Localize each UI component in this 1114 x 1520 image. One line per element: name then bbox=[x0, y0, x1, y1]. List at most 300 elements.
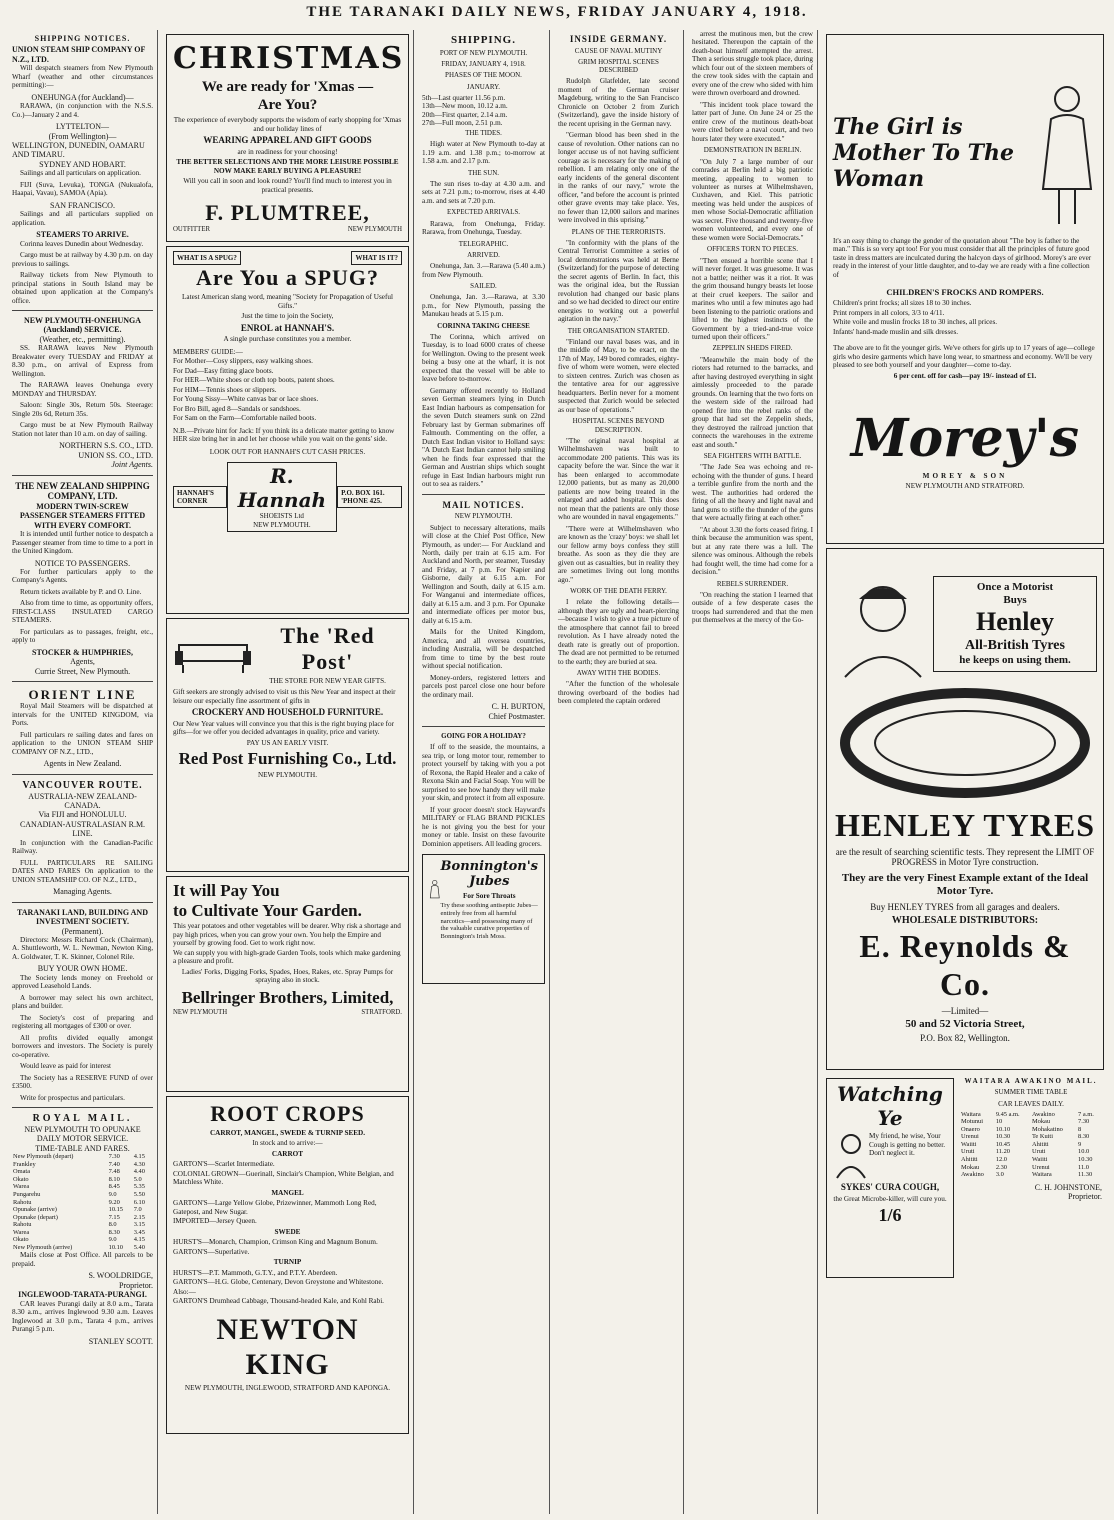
paragraph: In conjunction with the Canadian-Pacific Railway. bbox=[12, 838, 153, 856]
ad-headline: We are ready for 'Xmas — bbox=[201, 79, 374, 95]
table-cell: 8.30 bbox=[1078, 1133, 1090, 1141]
paragraph: The Corinna, which arrived on Tuesday, is to load 6000 crates of cheese for Wellington. Owing to the present week being a busy one at the wharf, it is not expected that the vessel will be able to leave before to-morrow. bbox=[422, 332, 545, 384]
henley-logo: Henley bbox=[976, 606, 1054, 636]
ad-text: They are the very Finest Example extant of the Ideal Motor Tyre. bbox=[841, 871, 1089, 897]
ad-text: GARTON'S—H.G. Globe, Centenary, Devon Greystone and Whitestone. bbox=[173, 1278, 384, 1287]
ad-headline: to Cultivate Your Garden. bbox=[173, 901, 362, 921]
ad-text: Children's print frocks; all sizes 18 to 30 inches. bbox=[833, 299, 972, 308]
ad-text: NEW PLYMOUTH AND STRATFORD. bbox=[905, 482, 1025, 491]
table-row bbox=[960, 1126, 1102, 1134]
table-cell: Onaero bbox=[961, 1125, 980, 1133]
table-cell: 8.10 bbox=[108, 1175, 120, 1183]
paragraph: Cargo must be at railway by 4.30 p.m. on day previous to sailings. bbox=[12, 251, 153, 268]
subheading: CAUSE OF NAVAL MUTINY bbox=[574, 46, 663, 55]
ad-text: WEARING APPAREL AND GIFT GOODS bbox=[203, 135, 372, 146]
table-cell: 3.0 bbox=[995, 1171, 1004, 1179]
paragraph: Rarawa, from Onehunga, Friday. Rarawa, from Onehunga, Tuesday. bbox=[422, 219, 545, 237]
ad-headline: Watching Ye bbox=[837, 1082, 943, 1130]
subheading: MODERN TWIN-SCREW PASSENGER STEAMERS FITTED WITH EVERY COMFORT. bbox=[19, 501, 146, 530]
ad-text: Latest American slang word, meaning "Society for Propagation of Useful Gifts." bbox=[182, 293, 393, 310]
ad-text: The above are to fit the younger girls. We've others for girls up to 17 years of age—college girls who desire garments which have long wear, to smartness and economy. We'll be very pleased to see both yourself and your daughter—come to-day. bbox=[833, 344, 1095, 370]
table-cell: 7.0 bbox=[133, 1206, 142, 1214]
subheading: AUSTRALIA-NEW ZEALAND-CANADA. bbox=[28, 791, 137, 811]
divider bbox=[422, 726, 545, 727]
table-row bbox=[12, 1236, 153, 1244]
table-cell: Pungarehu bbox=[13, 1190, 41, 1198]
paragraph: FULL PARTICULARS RE SAILING DATES AND FARES On application to the UNION STEAMSHIP CO. OF N.Z., LTD., bbox=[12, 858, 153, 884]
proprietor: STANLEY SCOTT. bbox=[88, 1336, 153, 1346]
hannah-contact: P.O. BOX 161. 'PHONE 425. bbox=[337, 486, 402, 509]
ad-text: SHOEISTS Ltd bbox=[259, 512, 304, 521]
table-cell: 11.0 bbox=[1078, 1163, 1089, 1171]
table-row bbox=[12, 1199, 153, 1207]
table-cell: 3.45 bbox=[133, 1228, 145, 1236]
ad-text: THE BETTER SELECTIONS AND THE MORE LEISURE POSSIBLE NOW MAKE EARLY BUYING A PLEASURE! bbox=[176, 158, 399, 175]
ad-text: NEW PLYMOUTH. bbox=[257, 771, 318, 780]
table-cell: 12.0 bbox=[995, 1156, 1007, 1164]
paragraph: Cargo must be at New Plymouth Railway Station not later than 10 a.m. on day of sailing. bbox=[12, 421, 153, 438]
paragraph: FIJI (Suva, Levuka), TONGA (Nukualofa, Haapai, Vavau), SAMOA (Apia). bbox=[12, 180, 153, 198]
paragraph: SS. RARAWA leaves New Plymouth Breakwater every TUESDAY and FRIDAY at 8.30 p.m., on arrival of Express from Wellington. bbox=[12, 344, 153, 378]
ad-text: TURNIP bbox=[273, 1258, 302, 1267]
route: (From Wellington)— bbox=[48, 131, 117, 141]
newton-king-name: NEWTON KING bbox=[216, 1312, 359, 1382]
ad-text: Gift seekers are strongly advised to visit us this New Year and inspect at their leisure our especially fine assortment of gifts in bbox=[173, 688, 396, 705]
paragraph: "This incident took place toward the latter part of June. On June 24 or 25 the entire crew of the mutinous death-boat were cited before a naval court, and two hours later they were executed." bbox=[692, 100, 813, 143]
orient-line-title: ORIENT LINE bbox=[28, 687, 137, 703]
ad-text: CHILDREN'S FROCKS AND ROMPERS. bbox=[886, 287, 1044, 298]
table-cell: 10.30 bbox=[995, 1133, 1011, 1141]
table-cell: 2.30 bbox=[995, 1163, 1007, 1171]
subheading: BUY YOUR OWN HOME. bbox=[37, 964, 128, 974]
subheading: EXPECTED ARRIVALS. bbox=[447, 208, 520, 217]
table-cell: Uruti bbox=[1031, 1148, 1046, 1156]
subheading: ARRIVED. bbox=[467, 250, 500, 259]
ad-text: he keeps on using them. bbox=[959, 654, 1071, 667]
paragraph: "At about 3.30 the forts ceased firing. I think because the ammunition was spent, but at any rate there was a lull. The silence was ominous. Although the rebels had fought well, the time had come for a decision." bbox=[692, 525, 813, 577]
list-item: For HIM—Tennis shoes or slippers. bbox=[173, 385, 277, 394]
ad-text: HURST'S—P.T. Mammoth, G.T.Y., and P.T.Y. Aberdeen. bbox=[173, 1268, 338, 1277]
ad-text: Once a Motorist bbox=[976, 580, 1054, 593]
bellringer-ad bbox=[166, 876, 409, 1092]
paragraph: "The original naval hospital at Wilhelmshaven was built to accommodate 200 patients. This was its capacity before the war. Since the war it has been enlarged to accommodate 12,000 patients, but as many as 20,000 patients are now being treated in the enlarged and added hospital. This does not mean that the patients are only those who are wounded in naval engagements." bbox=[558, 436, 679, 522]
subheading: INGLEWOOD-TARATA-PURANGI. bbox=[18, 1290, 147, 1300]
paragraph: RARAWA, (in conjunction with the N.S.S. Co.)—January 2 and 4. bbox=[12, 102, 153, 119]
divider bbox=[12, 681, 153, 682]
subheading: PLANS OF THE TERRORISTS. bbox=[571, 227, 666, 236]
list-item: For HER—White shoes or cloth top boots, patent shoes. bbox=[173, 376, 335, 385]
list-item: For Dad—Easy fitting glace boots. bbox=[173, 366, 274, 375]
paragraph: Mails for the United Kingdom, America, and all oversea countries, including Australia, will be despatched from time to time by the best route without special notification. bbox=[422, 628, 545, 671]
paragraph: "After the function of the wholesale throwing overboard of the bodies had been completed the captain ordered bbox=[558, 680, 679, 706]
ad-text: It's an easy thing to change the gender of the quotation about "The boy is father to the man." This is so very apt too! For you must consider that all the principles of future good taste in dress matters are inculcated during the halcyon days of girlhood. Morey's are ever ready in the interest of your little daughter, and to-day we are ready with a fine collection of bbox=[833, 237, 1092, 279]
paragraph: For further particulars apply to the Company's Agents. bbox=[12, 567, 153, 585]
table-cell: 10.0 bbox=[1078, 1148, 1090, 1156]
table-row bbox=[12, 1153, 153, 1161]
timetable bbox=[12, 1153, 153, 1251]
ad-headline: Mother To The bbox=[833, 140, 1014, 167]
ad-text: NEW PLYMOUTH. bbox=[253, 520, 311, 529]
table-cell: 7.30 bbox=[108, 1153, 120, 1161]
ad-text: Infants' hand-made muslin and silk dresses. bbox=[833, 327, 959, 336]
ad-text: are in readiness for your choosing! bbox=[237, 147, 338, 156]
table-cell: 9.0 bbox=[108, 1190, 117, 1198]
ad-text: The experience of everybody supports the wisdom of early shopping for 'Xmas and our holiday lines of bbox=[173, 116, 402, 133]
column-shipping-notices bbox=[8, 30, 158, 1514]
ad-text: A single purchase constitutes you a member. bbox=[223, 335, 352, 344]
table-cell: 10.45 bbox=[995, 1140, 1011, 1148]
tyre-icon bbox=[835, 683, 1095, 803]
red-post-company: Red Post Furnishing Co., Ltd. bbox=[178, 749, 397, 769]
ad-text: In stock and to arrive:— bbox=[252, 1139, 323, 1148]
sykes-cough-ad bbox=[826, 1078, 954, 1278]
paragraph: It is intended until further notice to despatch a Passenger steamer from time to time to a port in the United Kingdom. bbox=[12, 530, 153, 556]
table-row bbox=[12, 1206, 153, 1214]
spug-badge: WHAT IS IT? bbox=[351, 251, 402, 265]
subheading: THE SUN. bbox=[467, 168, 500, 177]
subheading: REBELS SURRENDER. bbox=[716, 579, 789, 588]
price: 1/6 bbox=[878, 1205, 902, 1226]
table-cell: Warea bbox=[13, 1228, 30, 1236]
table-cell: Urenui bbox=[1031, 1163, 1050, 1171]
plumtree-name: F. PLUMTREE, bbox=[205, 200, 370, 226]
table-cell: 4.15 bbox=[133, 1236, 145, 1244]
plumtree-xmas-ad bbox=[166, 34, 409, 242]
signature: Chief Postmaster. bbox=[488, 711, 545, 721]
table-cell: Frankley bbox=[13, 1160, 36, 1168]
paragraph: Corinna leaves Dunedin about Wednesday. bbox=[20, 239, 144, 248]
ad-text: HURST'S—Monarch, Champion, Crimson King and Magnum Bonum. bbox=[173, 1238, 378, 1247]
subheading: DEMONSTRATION IN BERLIN. bbox=[703, 146, 802, 155]
list-item: 20th—First quarter, 2.14 a.m. bbox=[422, 110, 508, 119]
paragraph: All profits divided equally amongst borrowers and investors. The Society is purely co-operative. bbox=[12, 1033, 153, 1059]
ad-text: LOOK OUT FOR HANNAH'S CUT CASH PRICES. bbox=[209, 447, 366, 456]
column-shipping bbox=[418, 30, 550, 1514]
man-portrait-icon bbox=[833, 1130, 869, 1180]
table-cell: Rahotu bbox=[13, 1198, 32, 1206]
agent: Currie Street, New Plymouth. bbox=[34, 666, 131, 676]
table-cell: Waiiti bbox=[961, 1140, 977, 1148]
paragraph: Also from time to time, as opportunity offers, FIRST-CLASS INSULATED CARGO STEAMERS. bbox=[12, 599, 153, 625]
subheading: TARANAKI LAND, BUILDING AND INVESTMENT SOCIETY. bbox=[17, 907, 148, 927]
paragraph: The sun rises to-day at 4.30 a.m. and sets at 7.21 p.m.; to-morrow, rises at 4.40 a.m. and sets at 7.20 p.m. bbox=[422, 179, 545, 205]
ad-text: White voile and muslin frocks 18 to 30 inches, all prices. bbox=[833, 318, 998, 327]
table-cell: 2.15 bbox=[133, 1213, 145, 1221]
ad-text: N.B.—Private hint for Jack: If you think its a delicate matter getting to know HER size bring her in and let her choose while you wait on the gents' side. bbox=[173, 426, 395, 444]
ad-text: MOREY & SON bbox=[922, 471, 1008, 480]
guide-list bbox=[173, 357, 402, 422]
table-cell: Opunake (depart) bbox=[13, 1213, 58, 1221]
table-row bbox=[12, 1244, 153, 1252]
table-cell: 10.30 bbox=[1078, 1156, 1093, 1164]
ad-text: IMPORTED—Jersey Queen. bbox=[173, 1217, 257, 1226]
paragraph: Germany offered recently to Holland seven German steamers lying in Dutch East Indian harbours as compensation for the seven Dutch steamers sunk on 22nd February last by German submarines off Falmouth. Commenting on the offer, a Dutch East Indian visitor to Holland says: "A Dutch East Indian cannot help smiling when he finds fear expressed that the German and Austrian ships which sought refuge in East Indian harbours might run out to sea as raiders." bbox=[422, 386, 545, 489]
subheading: THE NEW ZEALAND SHIPPING COMPANY, LTD. bbox=[15, 480, 150, 502]
motorist-portrait-icon bbox=[833, 569, 933, 679]
subheading: ZEPPELIN SHEDS FIRED. bbox=[712, 344, 793, 353]
paragraph: "There were at Wilhelmshaven who are known as the 'crazy' boys: we shall let our fellow army boys confess they still breathe. As soon as they die they are given out as casualties, but in reality they are sometimes living out long months ago." bbox=[558, 524, 679, 584]
paragraph: Sailings and all particulars supplied on application. bbox=[12, 210, 153, 227]
paragraph: Railway tickets from New Plymouth to principal stations in South Island may be obtained upon application at the Company's office. bbox=[12, 271, 153, 305]
agent: UNION SS. CO., LTD. bbox=[78, 450, 153, 460]
list-item: 27th—Full moon, 2.51 p.m. bbox=[422, 119, 503, 128]
paragraph: arrest the mutinous men, but the crew hesitated. Thereupon the captain of the death-boat himself attempted the arrest. Then a serious struggle took place, during which four out of the sixteen members of the crew took sides with the captain and every one of the crew who sided with him were thrown overboard and drowned. bbox=[692, 30, 813, 98]
subheading: THE ORGANISATION STARTED. bbox=[567, 326, 670, 335]
table-cell: 4.15 bbox=[133, 1153, 145, 1161]
table-cell: Ahititi bbox=[961, 1156, 978, 1164]
subheading: TELEGRAPHIC. bbox=[458, 239, 509, 248]
subheading: TIME-TABLE AND FARES. bbox=[35, 1143, 130, 1153]
subheading: PORT OF NEW PLYMOUTH. bbox=[439, 48, 528, 57]
table-row bbox=[960, 1133, 1102, 1141]
paragraph: Money-orders, registered letters and parcels post parcel close one hour before the ordinary mail. bbox=[422, 673, 545, 699]
subheading: PHASES OF THE MOON. bbox=[445, 71, 522, 80]
table-cell: Okato bbox=[13, 1236, 29, 1244]
table-cell: Warea bbox=[13, 1183, 30, 1191]
paragraph: Write for prospectus and particulars. bbox=[20, 1093, 125, 1102]
table-cell: Awakino bbox=[1031, 1110, 1055, 1118]
ad-headline: The 'Red Post' bbox=[280, 623, 375, 674]
paragraph: "German blood has been shed in the cause of revolution. Other nations can no longer accuse us of not having sufficient courage as is necessary for the making of rebellion. I am relating only one of the early incidents of the general discontent in the ranks of our navy," wrote the officer, "and before the account is printed other grave events may take place. Yes, no fewer than 12,000 sailors and marines were involved in this uprising." bbox=[558, 131, 679, 225]
table-cell: 5.35 bbox=[133, 1183, 145, 1191]
ad-text: GARTON'S—Large Yellow Globe, Prizewinner, Mammoth Long Red, Gatepost, and New Sugar. bbox=[173, 1199, 377, 1216]
table-cell: 8.0 bbox=[108, 1221, 117, 1229]
paragraph: Saloon: Single 30s, Return 50s. Steerage: Single 20s 6d, Return 35s. bbox=[12, 401, 153, 418]
moon-phases bbox=[422, 94, 545, 128]
company-name: UNION STEAM SHIP COMPANY OF N.Z., LTD. bbox=[12, 45, 146, 64]
subheading: NEW PLYMOUTH TO OPUNAKE DAILY MOTOR SERVICE. bbox=[24, 1124, 141, 1144]
ad-text: For Sore Throats bbox=[462, 891, 516, 900]
paragraph: Return tickets available by P. and O. Line. bbox=[20, 587, 142, 596]
divider bbox=[12, 902, 153, 903]
ad-text: GARTON'S—Scarlet Intermediate. bbox=[173, 1160, 275, 1169]
subheading: NOTICE TO PASSENGERS. bbox=[34, 558, 131, 568]
ad-text: COLONIAL GROWN—Guerinall, Sinclair's Champion, White Belgian, and Matchless White. bbox=[173, 1169, 394, 1187]
table-cell: Mokau bbox=[961, 1163, 980, 1171]
ad-text: 6 per cent. off for cash—pay 19/- instead of £1. bbox=[893, 371, 1037, 380]
newton-king-ad bbox=[166, 1096, 409, 1434]
paragraph: Onehunga, Jan. 3.—Rarawa (5.40 a.m.) from New Plymouth. bbox=[422, 262, 545, 279]
list-item: For Sam on the Farm—Comfortable nailed boots. bbox=[173, 414, 317, 423]
table-cell: 4.40 bbox=[133, 1168, 145, 1176]
list-item: 5th—Last quarter 11.56 p.m. bbox=[422, 93, 506, 102]
waitara-timetable bbox=[960, 1111, 1102, 1179]
ad-text: P.O. Box 82, Wellington. bbox=[920, 1033, 1010, 1044]
ad-text: are the result of searching scientific tests. They represent the LIMIT OF PROGRESS in Motor Tyre construction. bbox=[835, 846, 1095, 868]
ad-text: Just the time to join the Society, bbox=[241, 312, 334, 321]
table-row bbox=[12, 1229, 153, 1237]
ad-headline: It will Pay You bbox=[173, 881, 280, 900]
column-article-continued bbox=[688, 30, 818, 1514]
table-cell: Mohakatino bbox=[1031, 1125, 1063, 1133]
paragraph: Subject to necessary alterations, mails will close at the Chief Post Office, New Plymouth, as under:— For Auckland and North, daily per train at 6.15 a.m. For Auckland and North, per steamer, Tuesday and Friday, at 7 p.m. For Napier and Gisborne, daily at 6.15 a.m. For Wellington and South, daily at 6.15 a.m. For Wanganui and intermediate offices, daily at 6.15 a.m. and 3 p.m. For Opunake and intermediate offices per motor bus, daily at 6.15 a.m. bbox=[422, 523, 545, 625]
table-cell: Awakino bbox=[961, 1171, 984, 1179]
ad-headline: Woman bbox=[833, 165, 925, 192]
table-row bbox=[960, 1111, 1102, 1119]
column-inside-germany bbox=[554, 30, 684, 1514]
route: SYDNEY AND HOBART. bbox=[39, 159, 126, 169]
agent: Agents, bbox=[70, 657, 95, 667]
table-cell: Te Kuiti bbox=[1031, 1133, 1053, 1141]
paragraph: High water at New Plymouth to-day at 1.19 a.m. and 1.38 p.m.; to-morrow at 1.58 a.m. and 2.17 p.m. bbox=[422, 140, 545, 166]
list-item: For Mother—Cosy slippers, easy walking shoes. bbox=[173, 357, 313, 366]
table-cell: Rahotu bbox=[13, 1221, 32, 1229]
table-cell: 10 bbox=[995, 1118, 1003, 1126]
girl-illustration-icon bbox=[1037, 79, 1097, 229]
subheading: SAILED. bbox=[470, 282, 497, 290]
note: (Weather, etc., permitting). bbox=[39, 334, 126, 344]
ad-text: Also:— bbox=[173, 1287, 196, 1296]
table-row bbox=[12, 1168, 153, 1176]
paragraph: If your grocer doesn't stock Hayward's MILITARY or FLAG BRAND PICKLES he is not giving you the best for your money or table. Insist on these favourite Dominion appetisers. All leading grocers. bbox=[422, 805, 545, 848]
paragraph: Full particulars re sailing dates and fares on application to the UNION STEAM SHIP COMPANY OF N.Z., LTD., bbox=[12, 730, 153, 756]
table-cell: 10.10 bbox=[995, 1125, 1011, 1133]
paragraph: The Society has a RESERVE FUND of over £3500. bbox=[12, 1073, 153, 1091]
paragraph: I relate the following details—although they are ugly and heart-piercing—because I wish to give a true picture of the atmosphere that cannot fail to breed revolution. As I have already noted the death rate is greatly out of proportion. The dead are not permitted to be returned to the earth; they are buried at sea. bbox=[558, 598, 679, 666]
ad-text: PAY US AN EARLY VISIT. bbox=[246, 738, 329, 747]
table-cell: Motunui bbox=[961, 1118, 984, 1126]
paragraph: Rudolph Glatfelder, late second moment of the German cruiser Magdeburg, writing to the San Francisco Chronicle on October 2 from Zurich (Switzerland), gave the inside history of the recent uprising in the German navy. bbox=[558, 77, 679, 128]
subheading: GRIM HOSPITAL SCENES DESCRIBED bbox=[578, 57, 659, 75]
column-ads-right bbox=[822, 30, 1108, 1514]
table-row bbox=[12, 1221, 153, 1229]
paragraph: "Then ensued a horrible scene that I will never forget. It was gruesome. It was not a battle; neither was it a riot. It was the grim thousand hungry beasts let loose at their cruel keepers. The sailor and marines who until a few minutes ago had been listening to the patriotic orations and lifted to the highest instincts of the Government by a tried-and-true voice turned upon their officers." bbox=[692, 256, 813, 341]
paragraph: Will despatch steamers from New Plymouth Wharf (weather and other circumstances permitting):— bbox=[12, 64, 153, 90]
ad-text: Buy HENLEY TYRES from all garages and dealers. bbox=[870, 901, 1060, 912]
table-cell: 8.30 bbox=[108, 1228, 120, 1236]
route: SAN FRANCISCO. bbox=[50, 200, 115, 210]
subheading: NEW PLYMOUTH-ONEHUNGA (Auckland) SERVICE. bbox=[23, 316, 142, 335]
ad-text: My friend, he wise, Your Cough is getting no better. Don't neglect it. bbox=[869, 1132, 946, 1158]
table-cell: Waitara bbox=[1031, 1171, 1052, 1179]
table-cell: New Plymouth (arrive) bbox=[13, 1243, 73, 1251]
hannah-corner: HANNAH'S CORNER bbox=[173, 486, 227, 509]
table-row bbox=[12, 1183, 153, 1191]
paragraph: The Society lends money on Freehold or approved Leasehold Lands. bbox=[12, 973, 153, 991]
subheading: NEW PLYMOUTH. bbox=[454, 512, 513, 521]
ad-text: CROCKERY AND HOUSEHOLD FURNITURE. bbox=[191, 707, 384, 718]
proprietor: Proprietor. bbox=[1068, 1192, 1102, 1202]
ad-text: GARTON'S—Superlative. bbox=[173, 1247, 250, 1256]
divider bbox=[12, 1107, 153, 1108]
table-cell: Ahititi bbox=[1031, 1140, 1049, 1148]
paragraph: If off to the seaside, the mountains, a sea trip, or long motor tour, remember to protect yourself by taking with you a pot of Rexona, the Rapid Healer and a cake of Rexona Skin and Facial Soap. You will be surprised to see how handy they will make your skin, and protect it from all exposure. bbox=[422, 743, 545, 803]
jubes-name: Bonnington's Jubes bbox=[440, 859, 538, 890]
table-cell: 10.15 bbox=[108, 1206, 124, 1214]
subheading: WAITARA AWAKINO MAIL. bbox=[964, 1077, 1098, 1085]
subheading: CANADIAN-AUSTRALASIAN R.M. LINE. bbox=[19, 819, 146, 839]
table-row bbox=[960, 1148, 1102, 1156]
ad-text: NEW PLYMOUTH bbox=[347, 226, 402, 234]
ad-text: Print rompers in all colors, 3/3 to 4/11. bbox=[833, 308, 945, 317]
table-cell: 7.30 bbox=[1078, 1118, 1090, 1126]
table-cell: 11.20 bbox=[995, 1148, 1010, 1156]
paragraph: CAR leaves Purangi daily at 8.0 a.m., Tarata 8.30 a.m., arrives Inglewood 9.30 a.m. Leaves Inglewood at 3.0 p.m., Tarata 4 p.m., arrives Purangi 5 p.m. bbox=[12, 1299, 153, 1334]
subheading: GOING FOR A HOLIDAY? bbox=[441, 732, 526, 741]
signature: C. H. BURTON, bbox=[491, 702, 545, 712]
ad-text: GARTON'S Drumhead Cabbage, Thousand-headed Kale, and Kohl Rabi. bbox=[173, 1297, 384, 1306]
paragraph: A borrower may select his own architect, plans and builder. bbox=[12, 993, 153, 1011]
table-cell: 11.30 bbox=[1078, 1171, 1093, 1179]
divider bbox=[12, 774, 153, 775]
red-post-ad bbox=[166, 618, 409, 872]
table-cell: 8.45 bbox=[108, 1183, 120, 1191]
table-cell: 10.10 bbox=[108, 1243, 124, 1251]
hannah-logo: R. Hannah bbox=[237, 464, 327, 512]
subheading: OFFICERS TORN TO PIECES. bbox=[707, 245, 798, 254]
sykes-name: SYKES' CURA COUGH, bbox=[840, 1182, 940, 1193]
paragraph: "Meanwhile the main body of the rioters had returned to the barracks, and after having destroyed everything in sight aimlessly proceeded to the parade grounds. On learning that the two forts on the western side of the railroad had opened fire into the rebel ranks of the group that had set the Zeppelin sheds, they destroyed the railroad junction that connects the warehouses in the extreme east and south." bbox=[692, 355, 813, 449]
agent: Managing Agents. bbox=[53, 887, 112, 897]
paragraph: "On reaching the station I learned that outside of a few desperate cases the troops had surrendered and that the men put themselves at the mercy of the Go- bbox=[692, 590, 813, 625]
table-cell: 9.45 a.m. bbox=[995, 1110, 1020, 1118]
paragraph: Royal Mail Steamers will be dispatched at intervals for the UNITED KINGDOM, via Ports. bbox=[12, 702, 153, 728]
ad-text: OUTFITTER bbox=[173, 226, 211, 234]
table-cell: 9.20 bbox=[108, 1198, 120, 1206]
ad-text: NEW PLYMOUTH, INGLEWOOD, STRATFORD AND KAPONGA. bbox=[184, 1384, 391, 1393]
table-cell: Okato bbox=[13, 1175, 29, 1183]
sofa-icon bbox=[173, 635, 253, 675]
paragraph: For particulars as to passages, freight, etc., apply to bbox=[12, 627, 153, 645]
table-row bbox=[960, 1156, 1102, 1164]
proprietor-name: C. H. JOHNSTONE, bbox=[1034, 1182, 1102, 1192]
ad-text: We can supply you with high-grade Garden Tools, tools which make gardening a pleasure and profit. bbox=[173, 948, 401, 966]
route: ONEHUNGA (for Auckland)— bbox=[31, 92, 134, 102]
ad-headline: The Girl is bbox=[833, 114, 963, 141]
note: (Permanent). bbox=[61, 926, 104, 936]
ad-text: 50 and 52 Victoria Street, bbox=[905, 1018, 1025, 1031]
paragraph: "Finland our naval bases was, and in the middle of May, to be exact, on the 17th of May, 149 bored comrades, eighty-five of whom were women, were elected to sixteen centres. Zurich was chosen as the tentative area for our aggressive headquarters. Berlin never for a moment suspected that Zurich would be selected as our base of operations." bbox=[558, 337, 679, 414]
ad-text: ENROL at HANNAH'S. bbox=[240, 322, 335, 333]
table-cell: 7.40 bbox=[108, 1160, 120, 1168]
paragraph: "In conformity with the plans of the Central Terrorist Committee a series of local demonstrations was held at Berne (Switzerland) for the purpose of detecting the secret agents of Berlin. In fact, this was the original idea, but the Russian revolution had changed our basic plans and so we had decided to direct our entire energies to working out a powerful agitation in the navy." bbox=[558, 238, 679, 324]
subheading: STEAMERS TO ARRIVE. bbox=[36, 230, 129, 240]
bellringer-company: Bellringer Brothers, Limited, bbox=[181, 988, 394, 1008]
list-item: 13th—New moon, 10.12 a.m. bbox=[422, 102, 508, 111]
ad-text: the Great Microbe-killer, will cure you. bbox=[833, 1194, 947, 1203]
paragraph: "On July 7 a large number of our comrades at Berlin held a big patriotic meeting, appealing to women to volunteer as nurses at Wilhelmshaven, Cuxhaven, and Kiel. This patriotic meeting was held under the auspices of men whose Social-Democratic affiliation was secret. Five thousand and twenty-five women volunteered, and every one of these women were Social-Democrats." bbox=[692, 157, 813, 242]
reynolds-company: E. Reynolds & Co. bbox=[859, 928, 1071, 1003]
ad-headline: ROOT CROPS bbox=[210, 1101, 365, 1126]
ad-text: MEMBERS' GUIDE:— bbox=[173, 347, 243, 356]
ad-text: STRATFORD. bbox=[361, 1008, 402, 1016]
ad-text: —Limited— bbox=[941, 1005, 989, 1016]
table-cell: 8 bbox=[1078, 1125, 1082, 1133]
ad-text: NEW PLYMOUTH bbox=[173, 1008, 228, 1016]
masthead: THE TARANAKI DAILY NEWS, FRIDAY JANUARY 4, 1918. bbox=[306, 4, 808, 20]
ad-text: MANGEL bbox=[271, 1188, 304, 1197]
table-row bbox=[960, 1118, 1102, 1126]
ad-text: Buys bbox=[1003, 593, 1027, 606]
subheading: WORK OF THE DEATH FERRY. bbox=[570, 587, 667, 596]
agent: STOCKER & HUMPHRIES, bbox=[32, 647, 133, 657]
ad-text: CARROT, MANGEL, SWEDE & TURNIP SEED. bbox=[209, 1128, 366, 1137]
divider bbox=[12, 475, 153, 476]
subheading: SUMMER TIME TABLE bbox=[994, 1088, 1068, 1097]
subheading: HOSPITAL SCENES BEYOND DESCRIPTION. bbox=[572, 417, 665, 434]
table-cell: Waiiti bbox=[1031, 1156, 1048, 1164]
subheading: CAR LEAVES DAILY. bbox=[998, 1099, 1064, 1108]
table-cell: 9.0 bbox=[108, 1236, 117, 1244]
spug-badge: WHAT IS A SPUG? bbox=[173, 251, 241, 265]
paragraph: Onehunga, Jan. 3.—Rarawa, at 3.30 p.m., for New Plymouth, passing the Manukau heads at 5.15 p.m. bbox=[422, 293, 545, 319]
ad-text: Our New Year values will convince you that this is the right buying place for gifts—for we offer you decided advantages in quality, price and variety. bbox=[173, 719, 394, 737]
proprietor: Proprietor. bbox=[119, 1280, 153, 1290]
proprietor-name: S. WOOLDRIDGE, bbox=[88, 1271, 153, 1281]
hannah-spug-ad bbox=[166, 246, 409, 614]
subheading: FRIDAY, JANUARY 4, 1918. bbox=[441, 60, 526, 69]
table-row bbox=[12, 1176, 153, 1184]
